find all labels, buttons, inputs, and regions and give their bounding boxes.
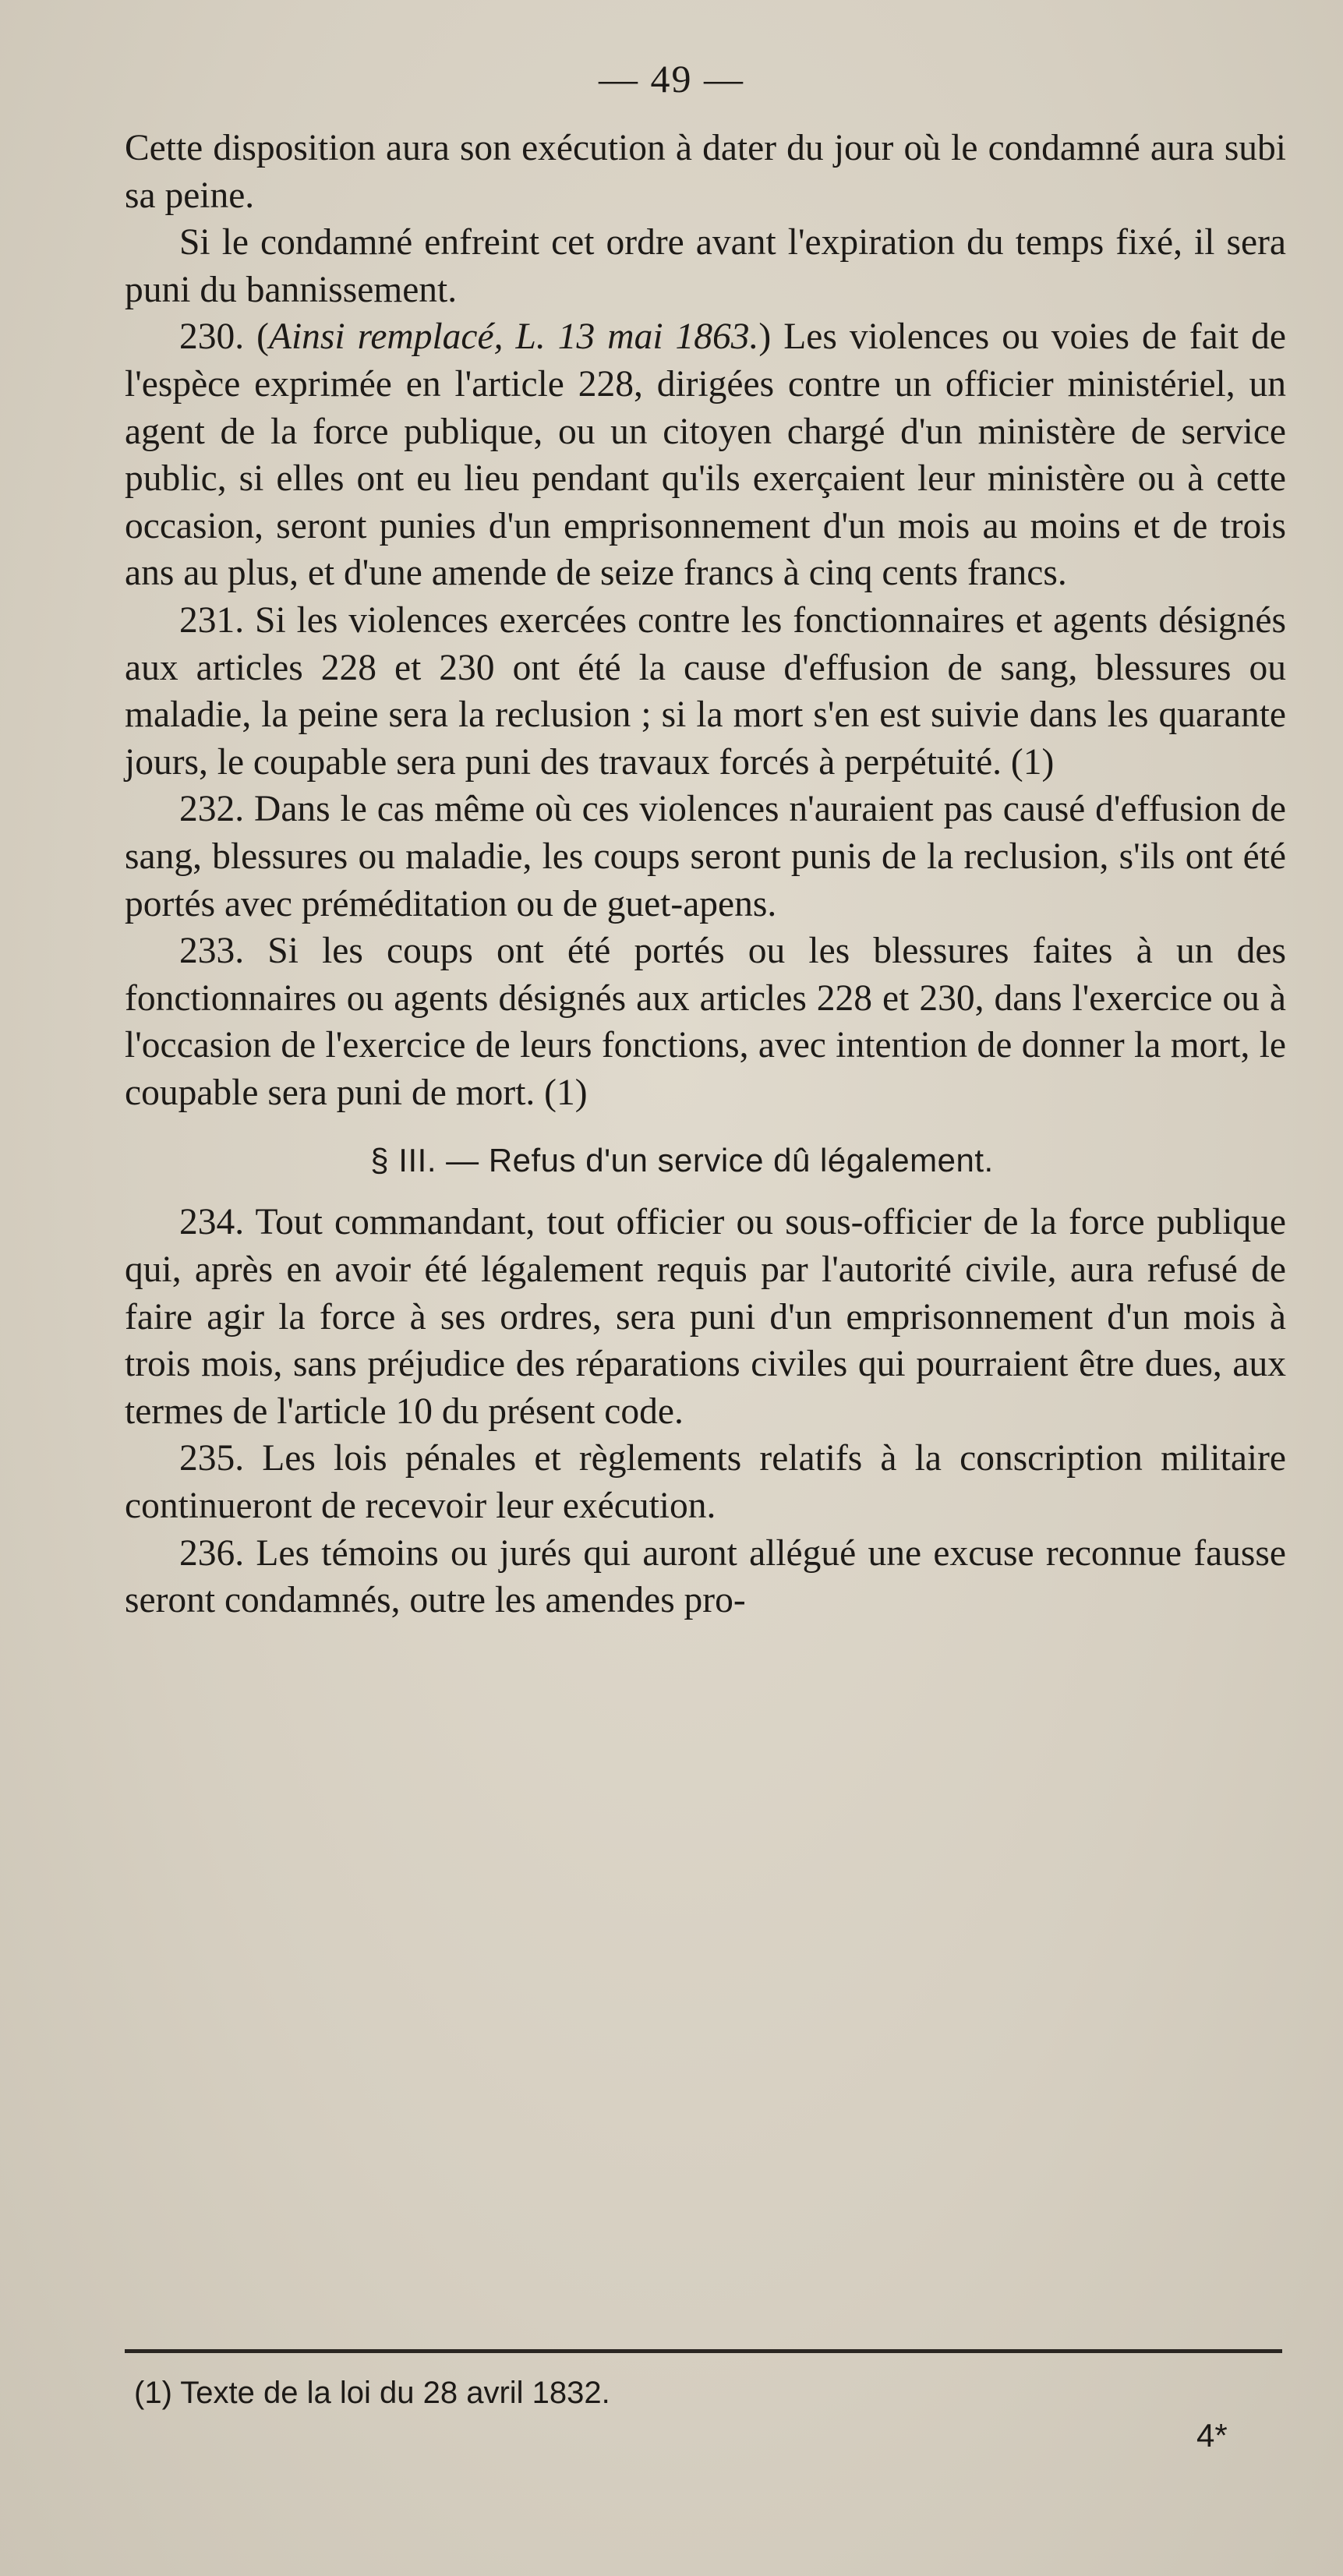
paragraph-article-230: 230. (Ainsi remplacé, L. 13 mai 1863.) Les violences ou voies de fait de l'espèce exprimée en l'article 228, dirigées contre un officier ministériel, un agent de la force publique, ou un citoyen chargé d'un ministère de service public, si elles ont eu lieu pendant qu'ils exerçaient leur ministère ou à cette occasion, seront punies d'un emprisonnement d'un mois au moins et de trois ans au plus, et d'une amende de seize francs à cinq cents francs. <box>125 316 1286 594</box>
paragraph-article-232: 232. Dans le cas même où ces violences n'auraient pas causé d'effusion de sang, blessures ou maladie, les coups seront punis de la reclusion, s'ils ont été portés avec préméditation ou de guet-apens. <box>125 789 1286 924</box>
paragraph-article-231: 231. Si les violences exercées contre les fonctionnaires et agents désignés aux articles 228 et 230 ont été la cause d'effusion de sang, blessures ou maladie, la peine sera la reclusion ; si la mort s'en est suivie dans les quarante jours, le coupable sera puni des travaux forcés à perpétuité. (1) <box>125 599 1286 783</box>
page-number: — 49 — <box>599 57 744 101</box>
footnote: (1) Texte de la loi du 28 avril 1832. <box>134 2376 610 2410</box>
paragraph-article-234: 234. Tout commandant, tout officier ou sous-officier de la force publique qui, après en avoir été légalement requis par l'autorité civile, aura refusé de faire agir la force à ses ordres, sera puni d'un emprisonnement d'un mois à trois mois, sans préjudice des réparations civiles qui pourraient être dues, aux termes de l'article 10 du présent code. <box>125 1202 1286 1432</box>
footnote-rule <box>125 2349 1282 2353</box>
amendment-note: Ainsi remplacé, L. 13 mai 1863. <box>268 316 759 358</box>
section-heading: § III. — Refus d'un service dû légalement. <box>370 1142 994 1179</box>
article-text: Les violences ou voies de fait de l'espèce exprimée en l'article 228, dirigées contre un officier ministériel, un agent de la force publique, ou un citoyen chargé d'un ministère de service public, si elles ont eu lieu pendant qu'ils exerçaient leur ministère ou à cette occasion, seront punies d'un emprisonnement d'un mois au moins et de trois ans au plus, et d'une amende de seize francs à cinq cents francs. <box>125 316 1286 594</box>
paragraph-article-235: 235. Les lois pénales et règlements relatifs à la conscription militaire continueront de recevoir leur exécution. <box>125 1438 1286 1527</box>
article-number: 230. <box>179 316 245 358</box>
signature-mark: 4* <box>1196 2417 1228 2454</box>
paragraph-article-229-end: Si le condamné enfreint cet ordre avant l'expiration du temps fixé, il sera puni du bannissement. <box>125 222 1286 310</box>
paragraph-article-236: 236. Les témoins ou jurés qui auront allégué une excuse reconnue fausse seront condamnés, outre les amendes pro- <box>125 1532 1286 1621</box>
paragraph-article-233: 233. Si les coups ont été portés ou les blessures faites à un des fonctionnaires ou agents désignés aux articles 228 et 230, dans l'exercice ou à l'occasion de l'exercice de leurs fonctions, avec intention de donner la mort, le coupable sera puni de mort. (1) <box>125 931 1286 1113</box>
page-body <box>125 125 1286 1624</box>
paragraph-continuation: Cette disposition aura son exécution à dater du jour où le condamné aura subi sa peine. <box>125 128 1286 216</box>
